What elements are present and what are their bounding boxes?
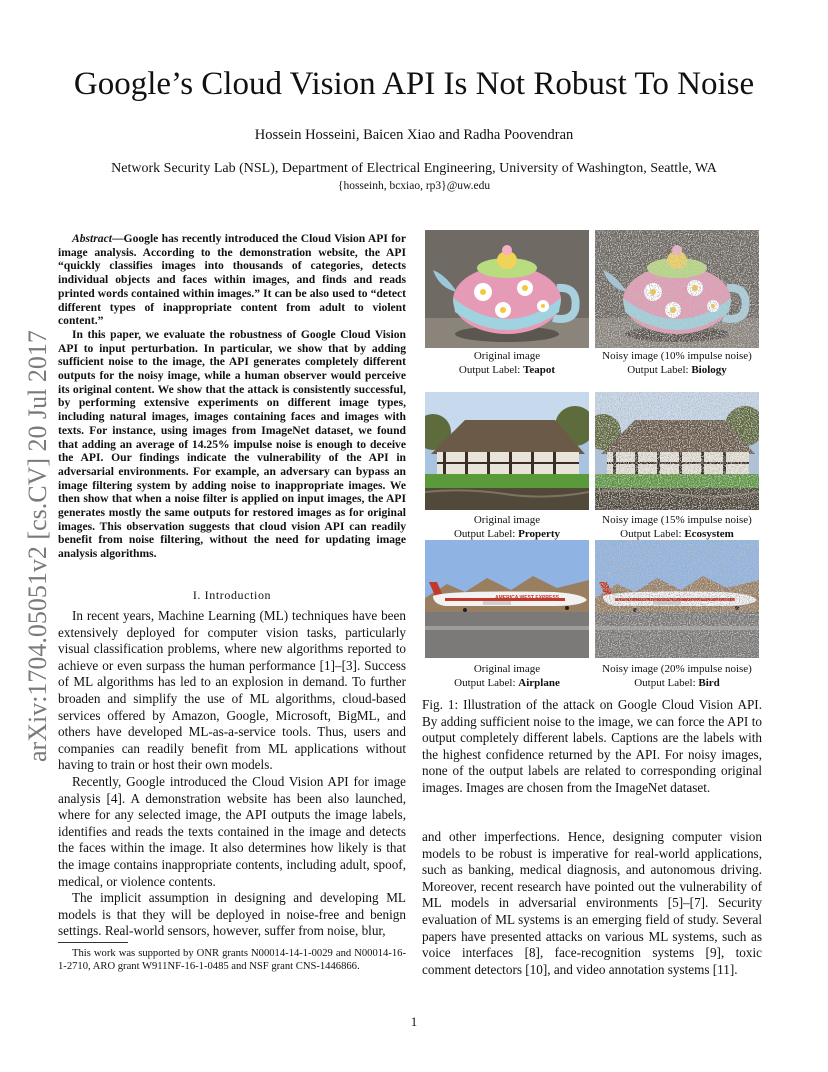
caption-title: Original image: [473, 663, 541, 675]
caption-title: Noisy image (15% impulse noise): [602, 514, 752, 526]
footnote-divider: [58, 942, 128, 943]
caption-label: Output Label: Teapot: [458, 363, 556, 376]
caption-title: Original image: [473, 514, 541, 526]
figure-image-plane-original: [425, 540, 589, 658]
figure-image-plane-noisy: [595, 540, 759, 658]
affiliation: Network Security Lab (NSL), Department of Electrical Engineering, University of Washington, Seattle, WA: [111, 161, 717, 176]
figure-caption-left: [416, 514, 598, 541]
body-paragraph: The implicit assumption in designing and developing ML models is that they will be deployed in noise-free and benign settings. Real-world sensors, however, suffer from noise, blur,: [58, 890, 406, 939]
output-label: Teapot: [523, 363, 556, 376]
abstract-paragraph: [58, 232, 406, 328]
output-label: Biology: [691, 363, 727, 376]
output-label: Ecosystem: [684, 527, 734, 540]
abstract: [58, 232, 406, 561]
figure-caption-right: [586, 663, 768, 690]
abstract-text: —Google has recently introduced the Cloud Vision API for image analysis. According to the demonstration website, the API “quickly classifies images into thousands of categories, detects individual objects and faces within images, and finds and reads printed words contained within images.” It can be also used to “detect different types of inappropriate content from adult to violent content.”: [58, 232, 406, 328]
caption-label: Output Label: Airplane: [454, 676, 560, 689]
figure-caption-right: [586, 514, 768, 541]
output-label: Airplane: [518, 676, 560, 689]
figure-caption-right: [586, 350, 768, 377]
body-paragraph: In recent years, Machine Learning (ML) techniques have been extensively deployed for computer vision tasks, particularly visual classification problems, where new algorithms reported to achieve or even surpass the human performance [1]–[3]. Success of ML algorithms has led to an explosion in demand. To further broaden and simplify the use of ML algorithms, cloud-based services offered by Amazon, Google, Microsoft, BigML, and others have developed ML-as-a-service tools. Thus, users and companies can readily benefit from ML applications without having to train or host their own models.: [58, 608, 406, 773]
output-label: Property: [518, 527, 561, 540]
figure-image-teapot-noisy: [595, 230, 759, 348]
caption-title: Original image: [473, 350, 541, 362]
body-paragraph: Recently, Google introduced the Cloud Vision API for image analysis [4]. A demonstration website has been also launched, where for any selected image, the API outputs the image labels, identifies and reads the texts contained in the image and detects the faces within the image. It also determines how likely is that the image contains inappropriate contents, including adult, spoof, medical, or violence contents.: [58, 773, 406, 889]
author-list: Hossein Hosseini, Baicen Xiao and Radha Poovendran: [254, 127, 574, 143]
figure-caption-left: [416, 350, 598, 377]
arxiv-stamp: [6, 292, 66, 766]
right-column-text: [422, 829, 762, 978]
caption-title: Noisy image (10% impulse noise): [602, 350, 752, 362]
abstract-lead: Abstract: [72, 232, 112, 245]
svg-text:arXiv:1704.05051v2 [cs.CV] 2: arXiv:1704.05051v2 [cs.CV] 20 Jul 2017: [23, 330, 52, 762]
caption-label: Output Label: Ecosystem: [620, 527, 734, 540]
figure-image-house-original: [425, 392, 589, 510]
body-paragraph: and other imperfections. Hence, designing computer vision models to be robust is imperative for real-world applications, such as banking, medical diagnosis, and autonomous driving. Moreover, recent research have pointed out the vulnerability of ML models in adversarial environments [5]–[7]. Security evaluation of ML systems is an emerging field of study. Several papers have presented attacks on various ML systems, such as voice interfaces [8], face-recognition systems [9], toxic comment detectors [10], and video annotation systems [11].: [422, 829, 762, 977]
plane-livery-text: AMERICA WEST EXPRESS: [495, 595, 559, 601]
figure-image-teapot-original: [425, 230, 589, 348]
figure-image-house-noisy: [595, 392, 759, 510]
caption-label: Output Label: Bird: [634, 676, 720, 689]
figure-caption-left: [416, 663, 598, 690]
section-heading: I. Introduction: [192, 588, 272, 602]
author-emails: {hosseinh, bcxiao, rp3}@uw.edu: [337, 180, 491, 192]
paper-title: Google’s Cloud Vision API Is Not Robust To Noise: [73, 66, 755, 102]
output-label: Bird: [698, 676, 720, 689]
caption-label: Output Label: Biology: [627, 363, 727, 376]
caption-label: Output Label: Property: [453, 527, 561, 540]
abstract-paragraph: In this paper, we evaluate the robustness of Google Cloud Vision API to input perturbation. In particular, we show that by adding sufficient noise to the image, the API generates completely different outputs for the noisy image, while a human observer would perceive its original content. We show that the attack is consistently successful, by performing extensive experiments on different image types, including natural images, images containing faces and images with texts. For instance, using images from ImageNet dataset, we found that adding an average of 14.25% impulse noise is enough to deceive the API. Our findings indicate the vulnerability of the API in adversarial environments. For example, an adversary can bypass an image filtering system by adding noise to inappropriate images. We then show that when a noise filter is applied on input images, the API generates mostly the same outputs for restored images as for original images. This observation suggests that cloud vision API can readily benefit from noise filtering, without the need for updating image analysis algorithms.: [58, 327, 406, 561]
caption-title: Noisy image (20% impulse noise): [602, 663, 752, 675]
figure-caption: Fig. 1: Illustration of the attack on Google Cloud Vision API. By adding sufficient noise to the image, we can force the API to output completely different labels. Captions are the labels with the highest confidence returned by the API. For noisy images, none of the output labels are related to corresponding original images. Images are chosen from the ImageNet dataset.: [422, 697, 762, 795]
footnote: This work was supported by ONR grants N00014-14-1-0029 and N00014-16-1-2710, ARO grant W911NF-16-1-0485 and NSF grant CNS-1446866.: [58, 948, 406, 972]
page-number: 1: [410, 1014, 418, 1029]
introduction-text: [58, 608, 406, 940]
